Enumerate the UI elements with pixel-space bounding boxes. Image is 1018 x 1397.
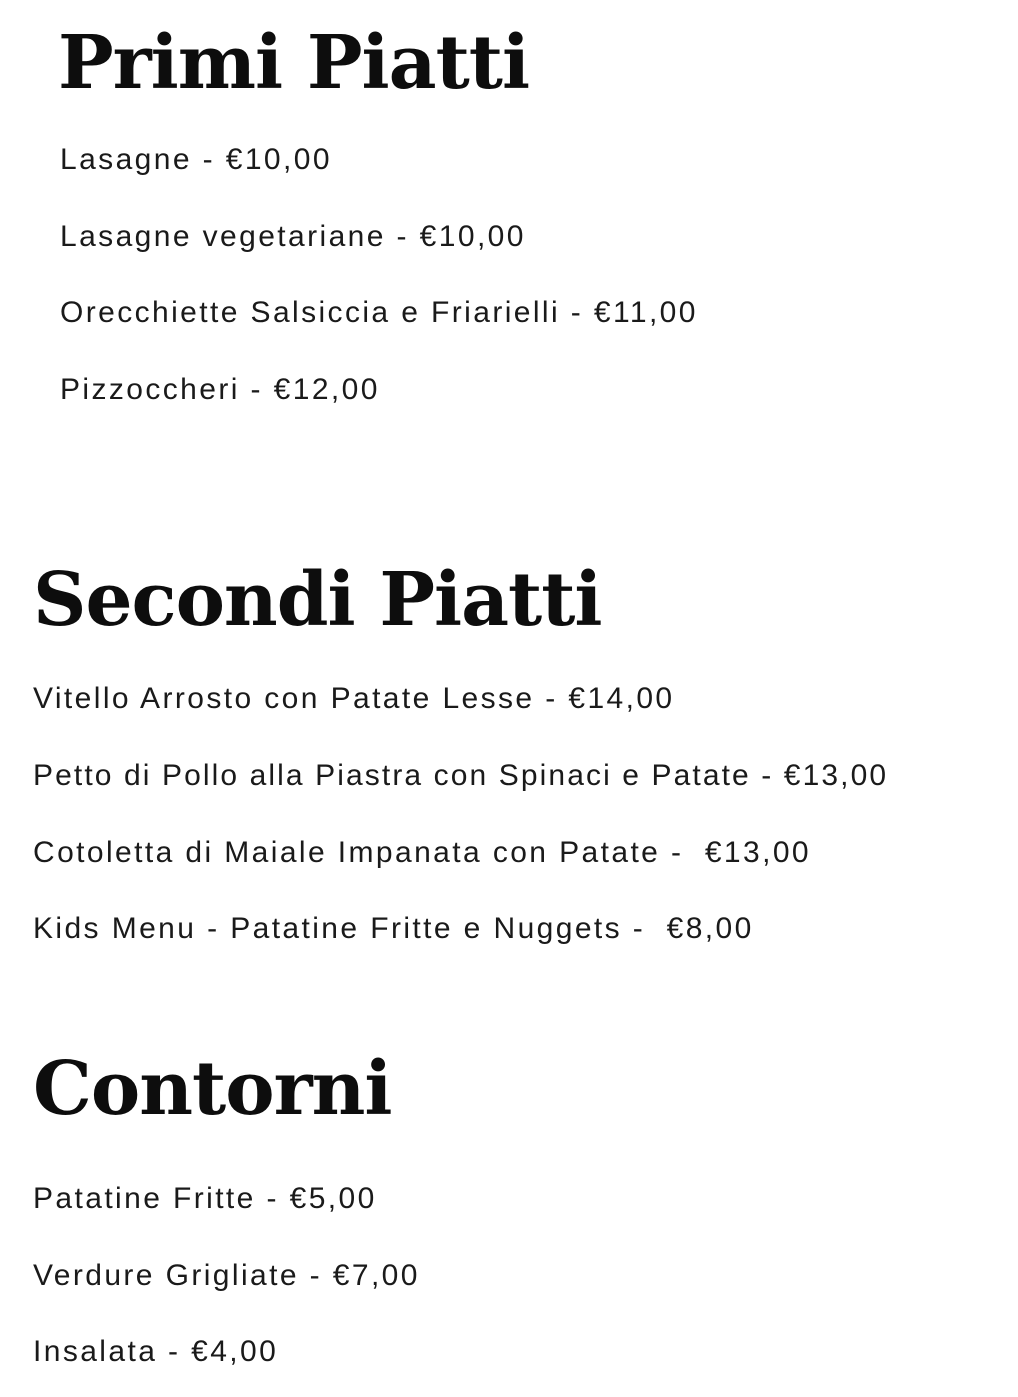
- section-title-contorni: Contorni: [33, 1046, 392, 1132]
- menu-item: Vitello Arrosto con Patate Lesse - €14,00: [33, 682, 675, 715]
- menu-item: Pizzoccheri - €12,00: [60, 373, 380, 406]
- menu-item: Patatine Fritte - €5,00: [33, 1182, 377, 1215]
- menu-item: Lasagne vegetariane - €10,00: [60, 220, 526, 253]
- menu-item: Verdure Grigliate - €7,00: [33, 1259, 420, 1292]
- menu-item: Petto di Pollo alla Piastra con Spinaci e Patate - €13,00: [33, 759, 889, 792]
- menu-item: Lasagne - €10,00: [60, 143, 332, 176]
- menu-item: Cotoletta di Maiale Impanata con Patate - €13,00: [33, 836, 812, 869]
- menu-item: Orecchiette Salsiccia e Friarielli - €11,00: [60, 296, 698, 329]
- section-title-primi-piatti: Primi Piatti: [58, 20, 530, 106]
- menu-item: Kids Menu - Patatine Fritte e Nuggets - €8,00: [33, 912, 754, 945]
- menu-item: Insalata - €4,00: [33, 1335, 279, 1368]
- section-title-secondi-piatti: Secondi Piatti: [33, 557, 602, 643]
